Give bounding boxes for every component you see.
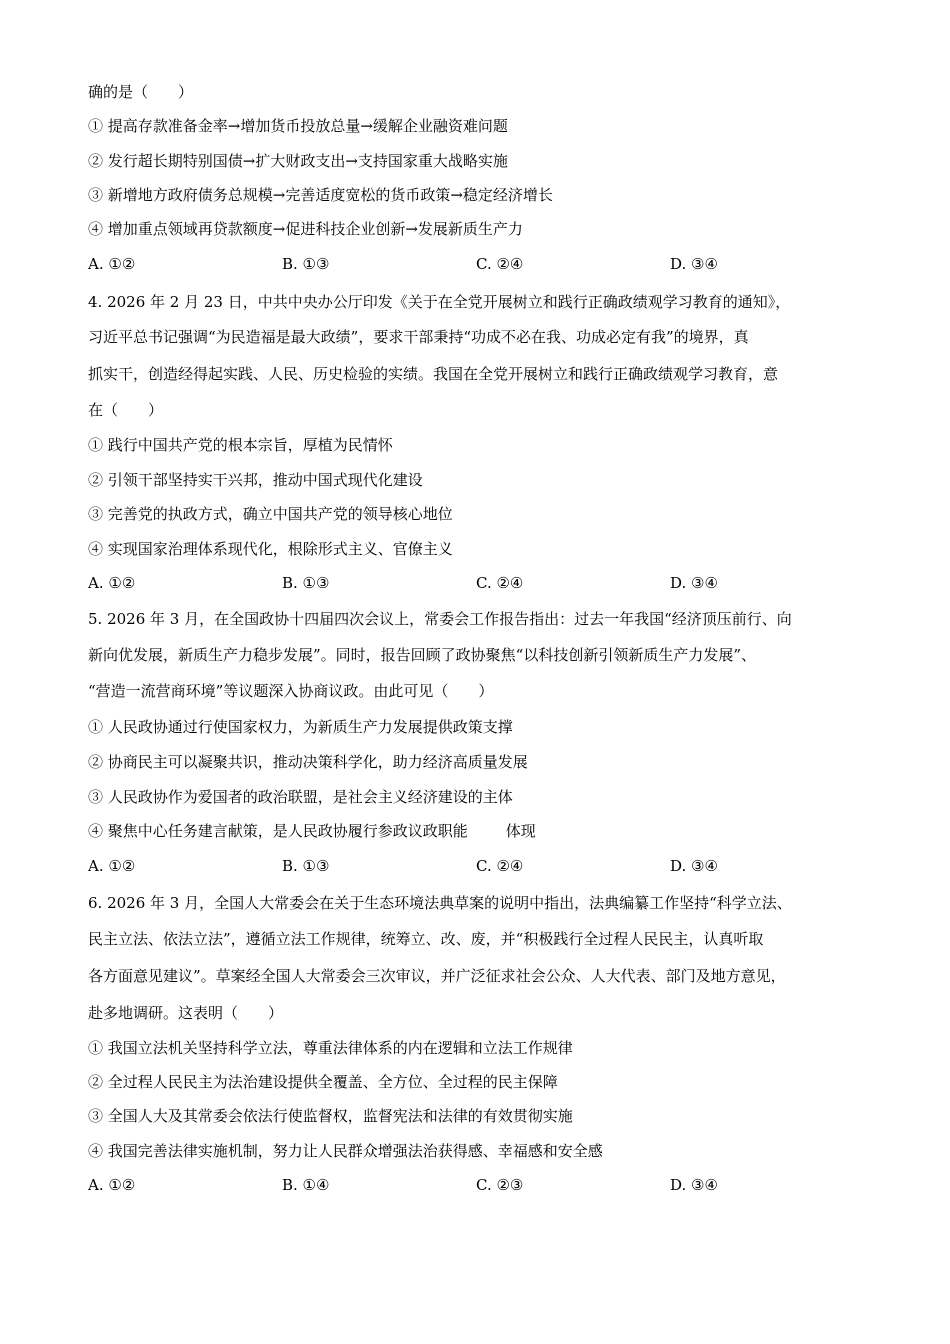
q3-option-c[interactable]: C. ②④	[476, 255, 524, 273]
q5-item-4-text: ④ 聚焦中心任务建言献策，是人民政协履行参政议政职能	[88, 822, 468, 840]
q6-options	[88, 1175, 848, 1195]
q4-item-4: ④ 实现国家治理体系现代化，根除形式主义、官僚主义	[88, 540, 453, 558]
q5-option-d[interactable]: D. ③④	[670, 857, 718, 875]
q6-stem-line-1: 6. 2026 年 3 月，全国人大常委会在关于生态环境法典草案的说明中指出，法典编纂工作坚持“科学立法、	[88, 894, 792, 912]
q4-option-a[interactable]: A. ①②	[88, 574, 136, 592]
q6-option-a[interactable]: A. ①②	[88, 1176, 136, 1194]
q3-item-4: ④ 增加重点领域再贷款额度→促进科技企业创新→发展新质生产力	[88, 220, 523, 238]
q4-option-d[interactable]: D. ③④	[670, 574, 718, 592]
q4-options	[88, 573, 848, 593]
q6-option-b[interactable]: B. ①④	[282, 1176, 330, 1194]
q4-item-3: ③ 完善党的执政方式，确立中国共产党的领导核心地位	[88, 505, 453, 523]
q4-item-2: ② 引领干部坚持实干兴邦，推动中国式现代化建设	[88, 471, 423, 489]
q4-stem-line-1: 4. 2026 年 2 月 23 日，中共中央办公厅印发《关于在全党开展树立和践行正确政绩观学习教育的通知》，	[88, 293, 791, 311]
q4-option-c[interactable]: C. ②④	[476, 574, 524, 592]
q3-option-b[interactable]: B. ①③	[282, 255, 330, 273]
q6-item-3: ③ 全国人大及其常委会依法行使监督权，监督宪法和法律的有效贯彻实施	[88, 1107, 573, 1125]
q3-option-d[interactable]: D. ③④	[670, 255, 718, 273]
q3-item-2: ② 发行超长期特别国债→扩大财政支出→支持国家重大战略实施	[88, 152, 508, 170]
q5-option-a[interactable]: A. ①②	[88, 857, 136, 875]
q5-item-3: ③ 人民政协作为爱国者的政治联盟，是社会主义经济建设的主体	[88, 788, 513, 806]
q6-item-1: ① 我国立法机关坚持科学立法，尊重法律体系的内在逻辑和立法工作规律	[88, 1039, 573, 1057]
q5-item-2: ② 协商民主可以凝聚共识，推动决策科学化，助力经济高质量发展	[88, 753, 528, 771]
q5-stem-line-3: “营造一流营商环境”等议题深入协商议政。由此可见（ ）	[88, 682, 494, 700]
q6-stem-line-2: 民主立法、依法立法”，遵循立法工作规律，统筹立、改、废，并“积极践行全过程人民民主，认真听取	[88, 930, 764, 948]
q3-item-3: ③ 新增地方政府债务总规模→完善适度宽松的货币政策→稳定经济增长	[88, 186, 553, 204]
q6-stem-line-3: 各方面意见建议”。草案经全国人大常委会三次审议，并广泛征求社会公众、人大代表、部门及地方意见，	[88, 967, 786, 985]
q4-item-1: ① 践行中国共产党的根本宗旨，厚植为民情怀	[88, 436, 393, 454]
q6-stem-line-4: 赴多地调研。这表明（ ）	[88, 1004, 284, 1022]
q4-stem-line-4: 在（ ）	[88, 401, 164, 419]
q6-option-c[interactable]: C. ②③	[476, 1176, 524, 1194]
q3-options	[88, 254, 848, 274]
q5-item-4-tail: 体现	[505, 822, 536, 840]
q5-item-4	[88, 821, 536, 841]
q4-stem-line-3: 抓实干，创造经得起实践、人民、历史检验的实绩。我国在全党开展树立和践行正确政绩观学习教育，意	[88, 365, 779, 383]
q6-item-4: ④ 我国完善法律实施机制，努力让人民群众增强法治获得感、幸福感和安全感	[88, 1142, 603, 1160]
q6-item-2: ② 全过程人民民主为法治建设提供全覆盖、全方位、全过程的民主保障	[88, 1073, 558, 1091]
q5-option-c[interactable]: C. ②④	[476, 857, 524, 875]
q4-stem-line-2: 习近平总书记强调“为民造福是最大政绩”，要求干部秉持“功成不必在我、功成必定有我”的境界，真	[88, 328, 749, 346]
q5-option-b[interactable]: B. ①③	[282, 857, 330, 875]
q6-option-d[interactable]: D. ③④	[670, 1176, 718, 1194]
q5-options	[88, 856, 848, 876]
q5-stem-line-2: 新向优发展，新质生产力稳步发展”。同时，报告回顾了政协聚焦“以科技创新引领新质生产力发展”、	[88, 646, 757, 664]
q3-option-a[interactable]: A. ①②	[88, 255, 136, 273]
q3-stem-tail: 确的是（ ）	[88, 83, 194, 101]
q3-item-1: ① 提高存款准备金率→增加货币投放总量→缓解企业融资难问题	[88, 117, 508, 135]
q5-item-1: ① 人民政协通过行使国家权力，为新质生产力发展提供政策支撑	[88, 718, 513, 736]
q4-option-b[interactable]: B. ①③	[282, 574, 330, 592]
q5-stem-line-1: 5. 2026 年 3 月，在全国政协十四届四次会议上，常委会工作报告指出：过去一年我国“经济顶压前行、向	[88, 610, 792, 628]
